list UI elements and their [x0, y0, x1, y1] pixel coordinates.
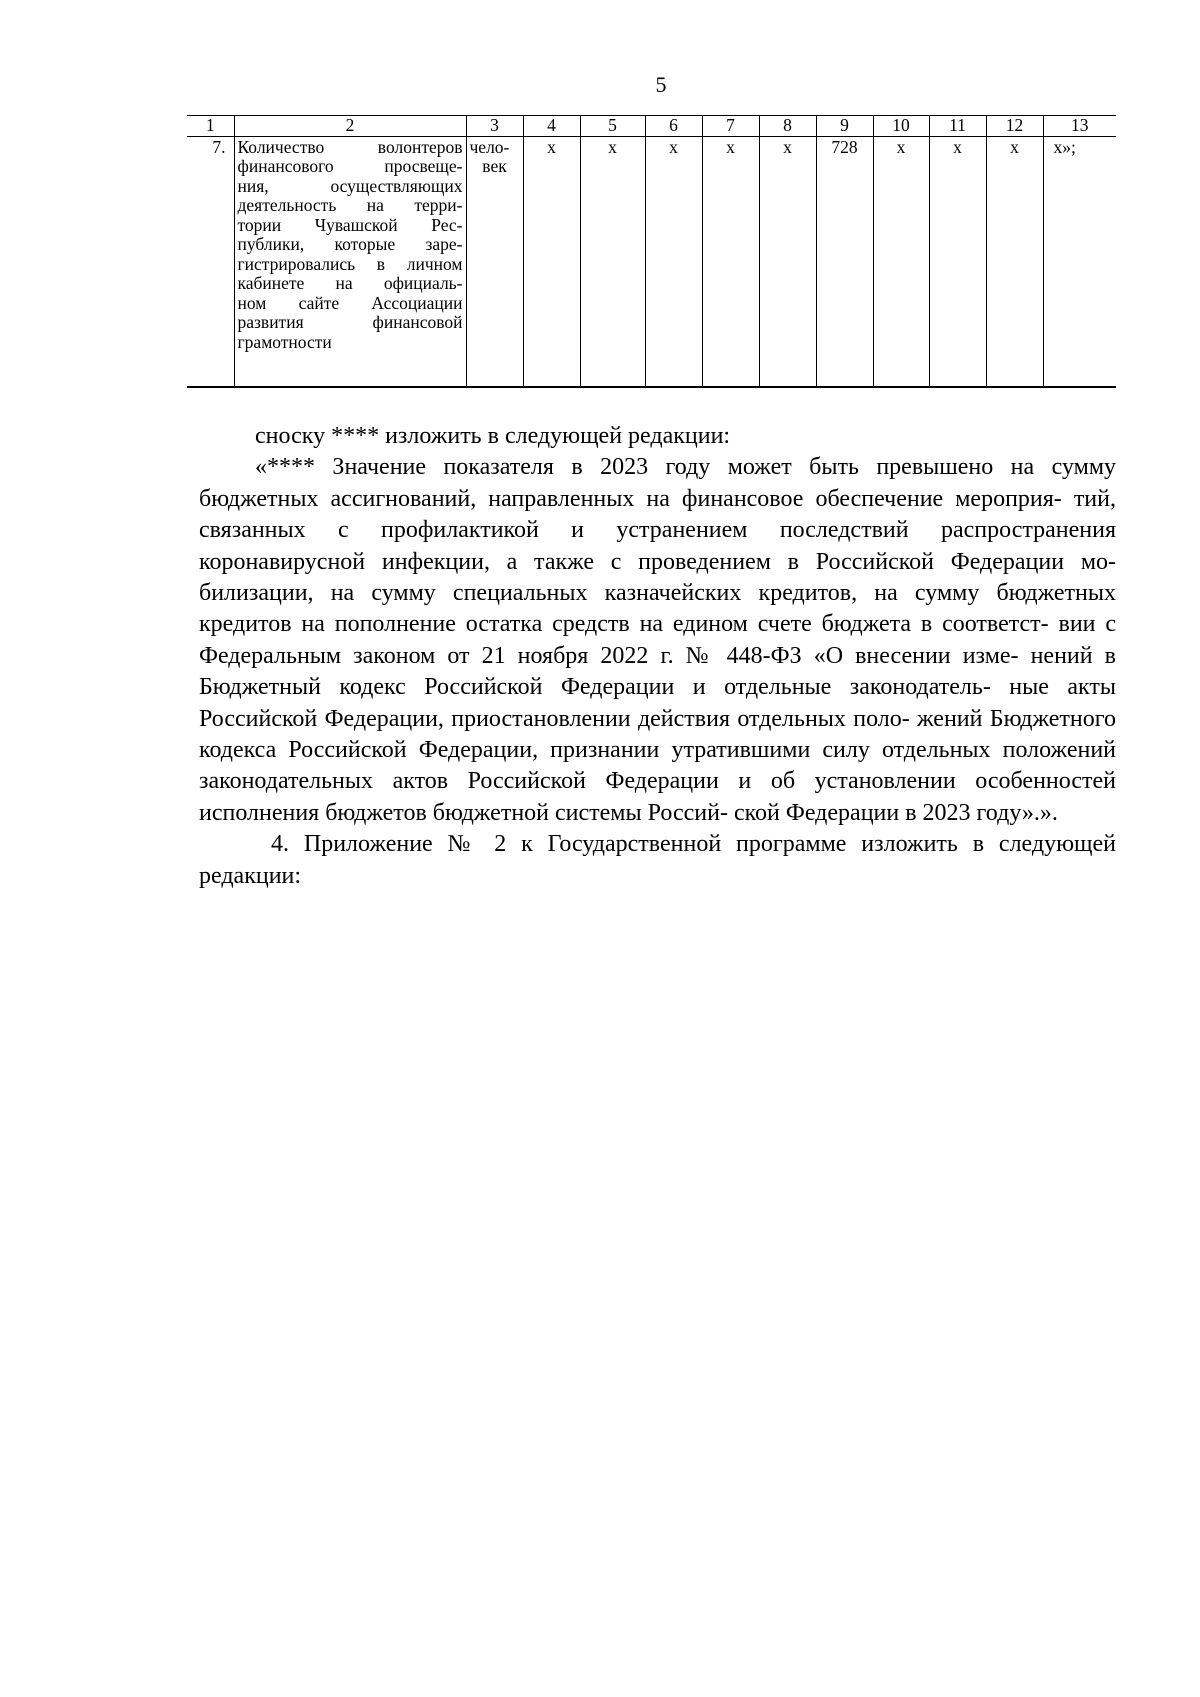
- document-body: [199, 421, 1116, 892]
- value-cell: х: [986, 136, 1043, 387]
- description-line: тории Чувашской Рес-: [237, 214, 463, 235]
- description-line: кабинете на официаль-: [237, 273, 463, 293]
- column-number-header: 12: [986, 116, 1043, 137]
- column-number-header: 9: [816, 116, 873, 137]
- column-number-header: 8: [759, 116, 816, 137]
- value-cell: х: [929, 136, 986, 387]
- value-cell: х: [759, 136, 816, 387]
- description-line: развития финансовой: [237, 312, 463, 332]
- column-number-header: 13: [1043, 116, 1116, 137]
- description-line: ния, осуществляющих: [237, 175, 463, 196]
- column-number-header: 11: [929, 116, 986, 137]
- column-number-header: 10: [873, 116, 929, 137]
- description-line: грамотности: [237, 331, 332, 352]
- value-cell: х: [580, 136, 645, 387]
- paragraph-appendix-instruction: 4. Приложение № 2 к Государственной программе изложить в следующей редакции:: [199, 831, 1116, 889]
- description-line: Количество волонтеров: [237, 136, 463, 157]
- description-line: публики, которые заре-: [237, 234, 463, 254]
- indicators-table: [187, 115, 1116, 388]
- unit-line: чело-: [469, 136, 510, 157]
- column-number-header: 1: [187, 116, 234, 137]
- value-cell: х»;: [1043, 136, 1116, 387]
- unit-line: век: [482, 156, 507, 176]
- paragraph-footnote-instruction: сноску **** изложить в следующей редакции:: [255, 423, 731, 449]
- description-line: финансового просвеще-: [237, 156, 463, 176]
- value-cell: х: [523, 136, 580, 387]
- column-number-header: 7: [702, 116, 759, 137]
- table-header-row: [187, 116, 1116, 137]
- column-number-header: 3: [466, 116, 523, 137]
- paragraph-footnote-text: «**** Значение показателя в 2023 году может быть превышено на сумму бюджетных ассигнований, направленных на финансовое обеспечение мероприя- тий, связанных с профилактикой и устранением последствий распространения коронавирусной инфекции, а также с проведением в Российской Федерации мо- билизации, на сумму специальных казначейских кредитов, на сумму бюджетных кредитов на пополнение остатка средств на едином счете бюджета в соответст- вии с Федеральным законом от 21 ноября 2022 г. № 448-ФЗ «О внесении изме- нений в Бюджетный кодекс Российской Федерации и отдельные законодатель- ные акты Российской Федерации, приостановлении действия отдельных поло- жений Бюджетного кодекса Российской Федерации, признании утратившими силу отдельных положений законодательных актов Российской Федерации и об установлении особенностей исполнения бюджетов бюджетной системы Россий- ской Федерации в 2023 году».».: [199, 454, 1116, 826]
- value-cell: х: [645, 136, 702, 387]
- value-cell: 728: [816, 136, 873, 387]
- value-cell: х: [873, 136, 929, 387]
- column-number-header: 2: [234, 116, 466, 137]
- value-cell: х: [702, 136, 759, 387]
- page-number: 5: [655, 72, 667, 97]
- indicators-table-container: [187, 115, 1116, 388]
- row-number-cell: 7.: [187, 136, 234, 387]
- indicator-description-cell: [234, 136, 466, 387]
- description-line: ном сайте Ассоциации: [237, 292, 463, 313]
- description-line: гистрировались в личном: [237, 253, 463, 274]
- column-number-header: 6: [645, 116, 702, 137]
- unit-cell: [466, 136, 523, 387]
- description-line: деятельность на терри-: [237, 195, 463, 215]
- table-row: [187, 136, 1116, 387]
- column-number-header: 5: [580, 116, 645, 137]
- column-number-header: 4: [523, 116, 580, 137]
